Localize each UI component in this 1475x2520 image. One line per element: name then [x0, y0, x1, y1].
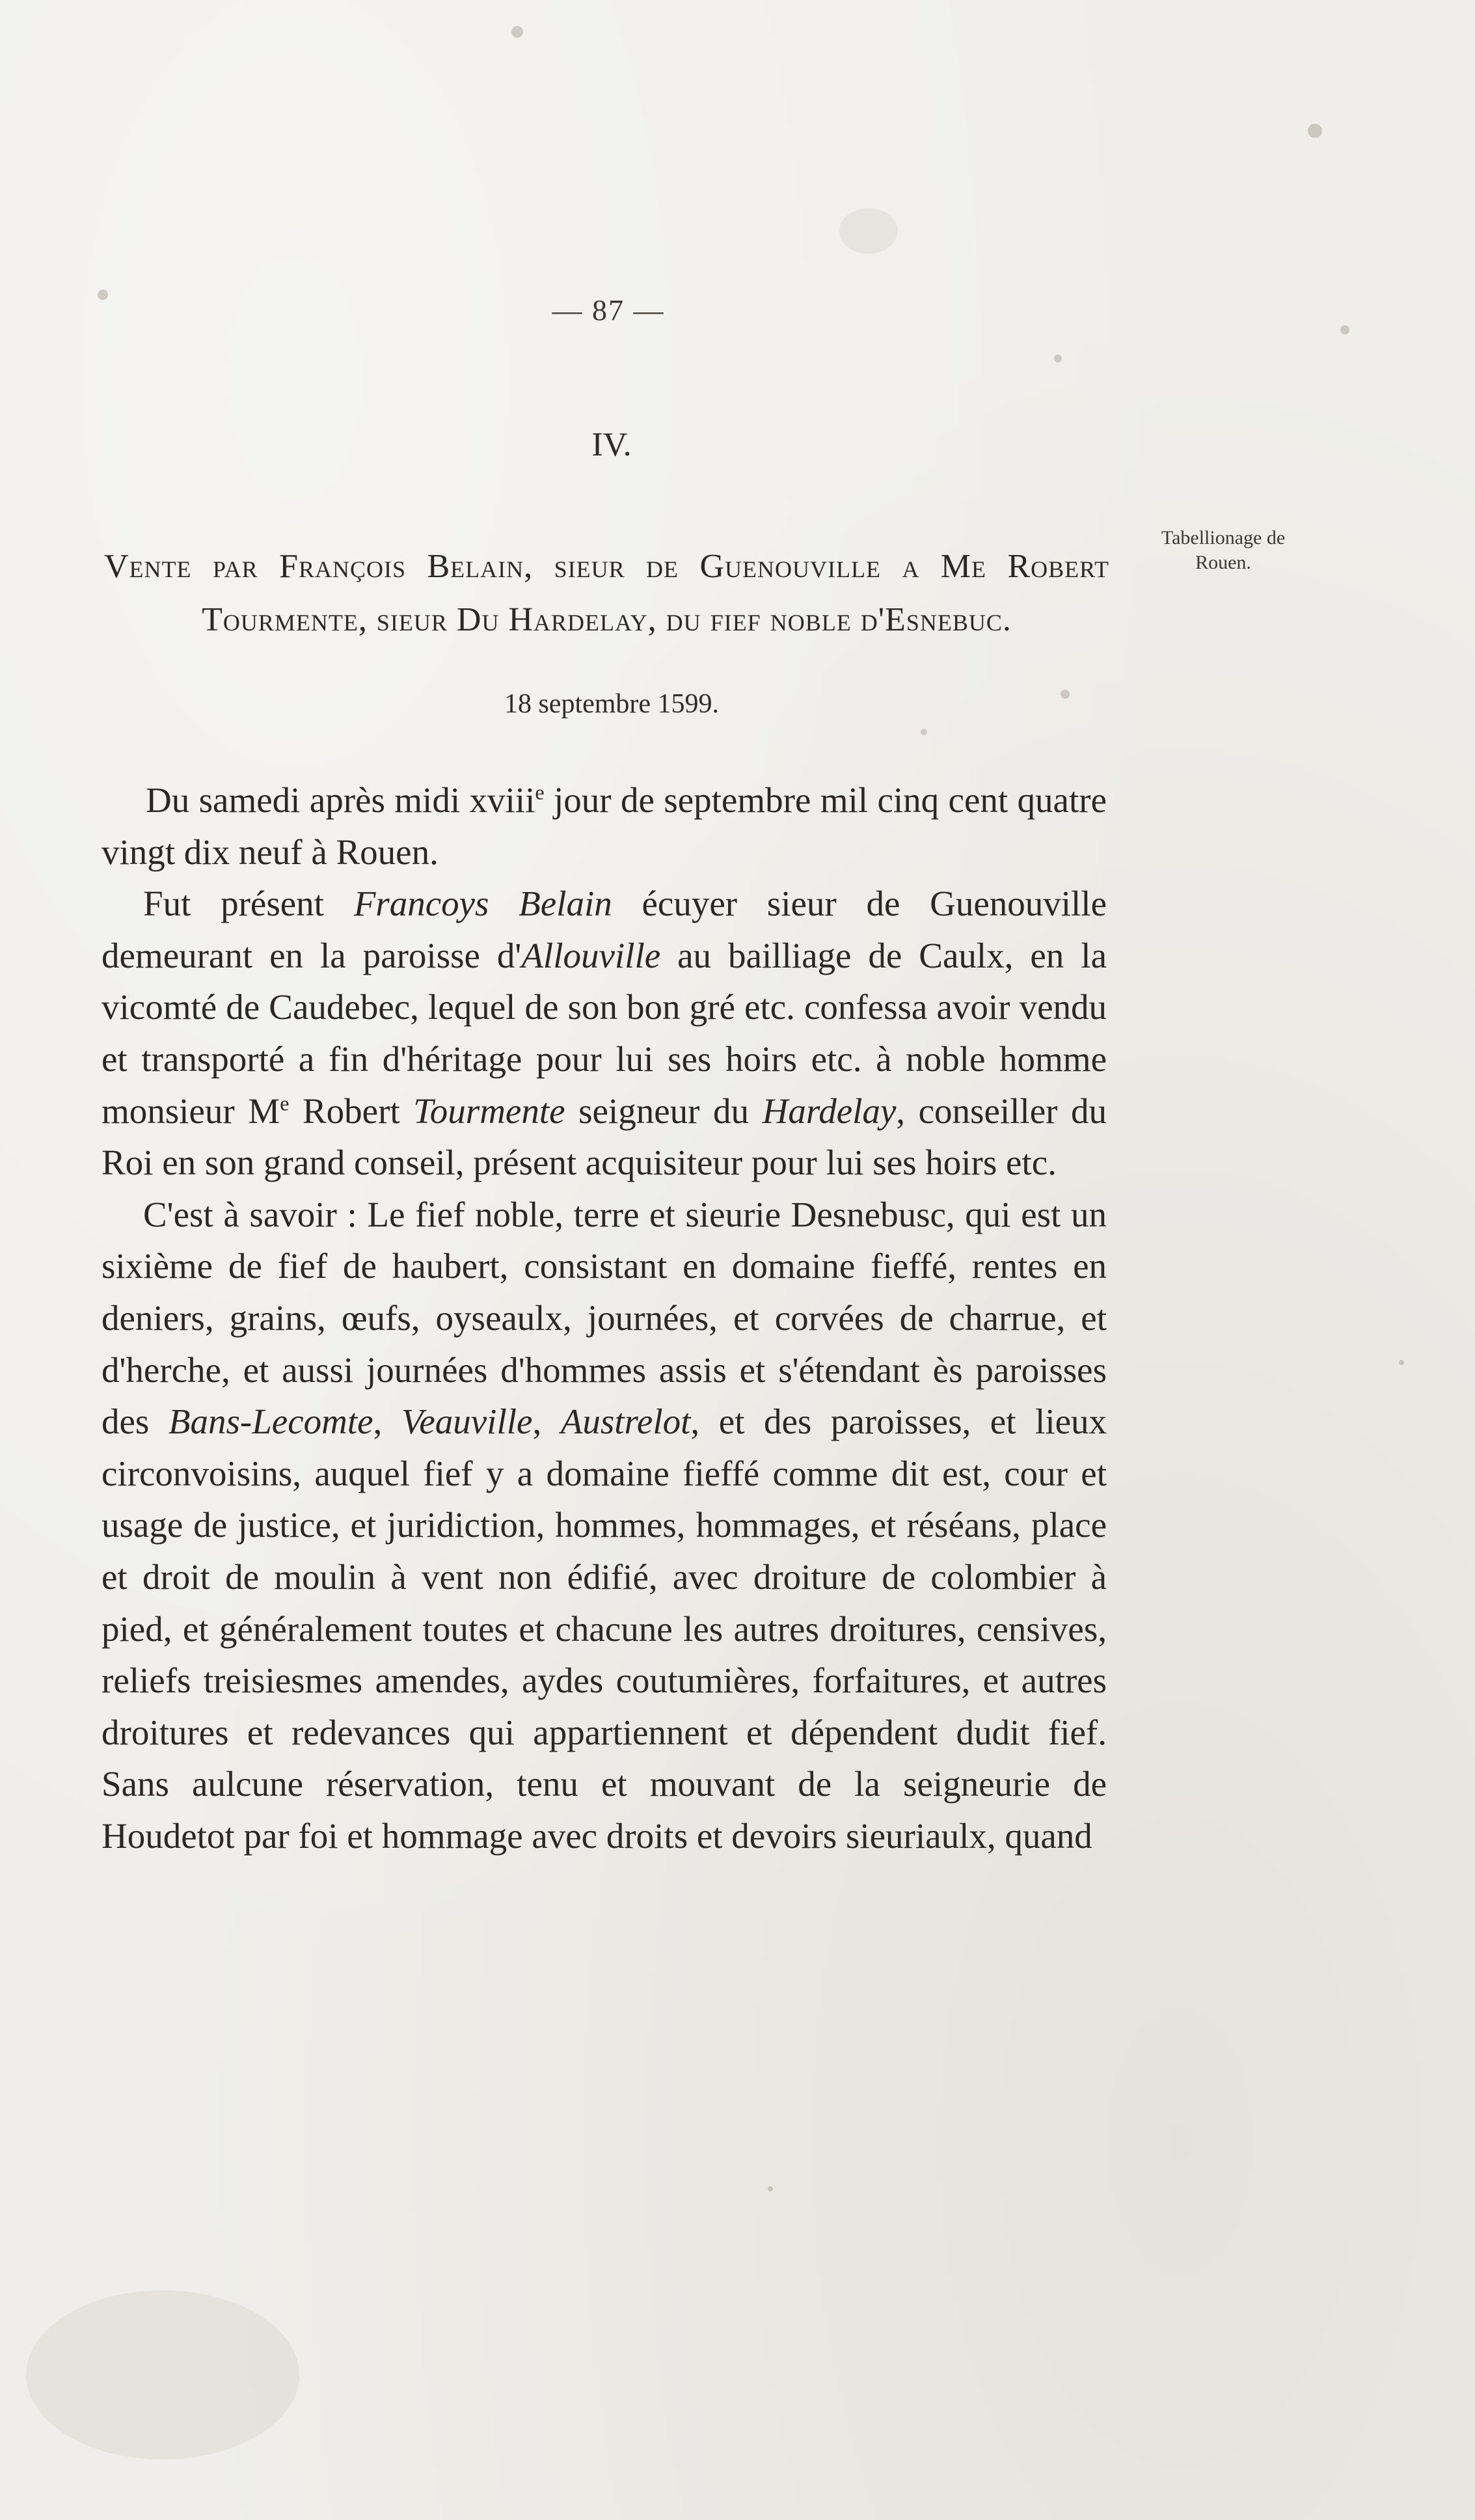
paper-speck [1340, 325, 1349, 334]
italic-name: Francoys Belain [353, 884, 612, 924]
superscript: e [535, 780, 545, 804]
section-number: IV. [591, 426, 632, 463]
body-text [101, 774, 1107, 1862]
text-segment: Fut présent [143, 884, 354, 924]
italic-name: Austrelot [560, 1402, 691, 1442]
text-segment: C'est à savoir : Le fief noble, terre et sieurie Desnebusc, qui est un sixième de fief de haubert, consistant en domaine fieffé, rentes en deniers, grains, œufs, oyseaulx, journées, et corvées de charrue, et d'herche, et aussi journées d'hommes assis et s'étendant ès paroisses des [101, 1194, 1107, 1442]
paper-speck [921, 729, 927, 735]
paper-stain [26, 2290, 299, 2459]
text-segment: écuyer sieur de Guenouville demeurant en la paroisse d' [101, 884, 1107, 975]
text-segment: , [532, 1402, 561, 1442]
paper-speck [1308, 124, 1322, 138]
paper-speck [1399, 1360, 1404, 1365]
text-segment: Du samedi après midi xviii [146, 780, 535, 820]
text-segment: , [373, 1402, 401, 1442]
paper-speck [511, 26, 523, 38]
italic-name: Veauville [401, 1402, 533, 1442]
title-line-1: Vente par François Belain, sieur de Guenouville a Me Robert [104, 548, 1109, 585]
paper-speck [768, 2186, 773, 2191]
text-segment: seigneur du [565, 1091, 763, 1131]
text-segment: Robert [289, 1091, 414, 1131]
italic-name: Tourmente [413, 1091, 565, 1131]
page-number: — 87 — [552, 293, 665, 327]
margin-note: Tabellionage de Rouen. [1161, 527, 1286, 573]
text-segment: jour de septembre mil cinq cent quatre vingt dix neuf à Rouen. [101, 780, 1107, 872]
italic-name: Hardelay [762, 1091, 897, 1131]
paper-stain [839, 208, 898, 254]
document-date: 18 septembre 1599. [504, 689, 720, 719]
text-segment: , conseiller du Roi en son grand conseil, présent acquisiteur pour lui ses hoirs etc. [101, 1091, 1107, 1183]
document-title [104, 540, 1109, 647]
paper-speck [1054, 355, 1062, 362]
text-segment: au bailliage de Caulx, en la vicomté de Caudebec, lequel de son bon gré etc. confessa avoir vendu et transporté a fin d'héritage pour lui ses hoirs etc. à noble homme monsieur M [101, 935, 1107, 1131]
text-segment: , et des paroisses, et lieux circonvoisins, auquel fief y a domaine fieffé comme dit est, cour et usage de justice, et juridiction, hommes, hommages, et réséans, place et droit de moulin à vent non édifié, avec droiture de colombier à pied, et généralement toutes et chacune les autres droitures, censives, reliefs treisiesmes amendes, aydes coutumières, forfaitures, et autres droitures et redevances qui appartiennent et dépendent dudit fief. Sans aulcune réservation, tenu et mouvant de la seigneurie de Houdetot par foi et hommage avec droits et devoirs sieuriaulx, quand [101, 1402, 1107, 1856]
paragraph [101, 774, 1107, 878]
italic-name: Bans-Lecomte [168, 1402, 373, 1442]
italic-name: Allouville [521, 935, 661, 975]
paragraph [101, 878, 1107, 1189]
title-line-2: Tourmente, sieur Du Hardelay, du fief noble d'Esnebuc. [202, 601, 1012, 638]
superscript: e [280, 1091, 290, 1115]
paragraph [101, 1189, 1107, 1862]
